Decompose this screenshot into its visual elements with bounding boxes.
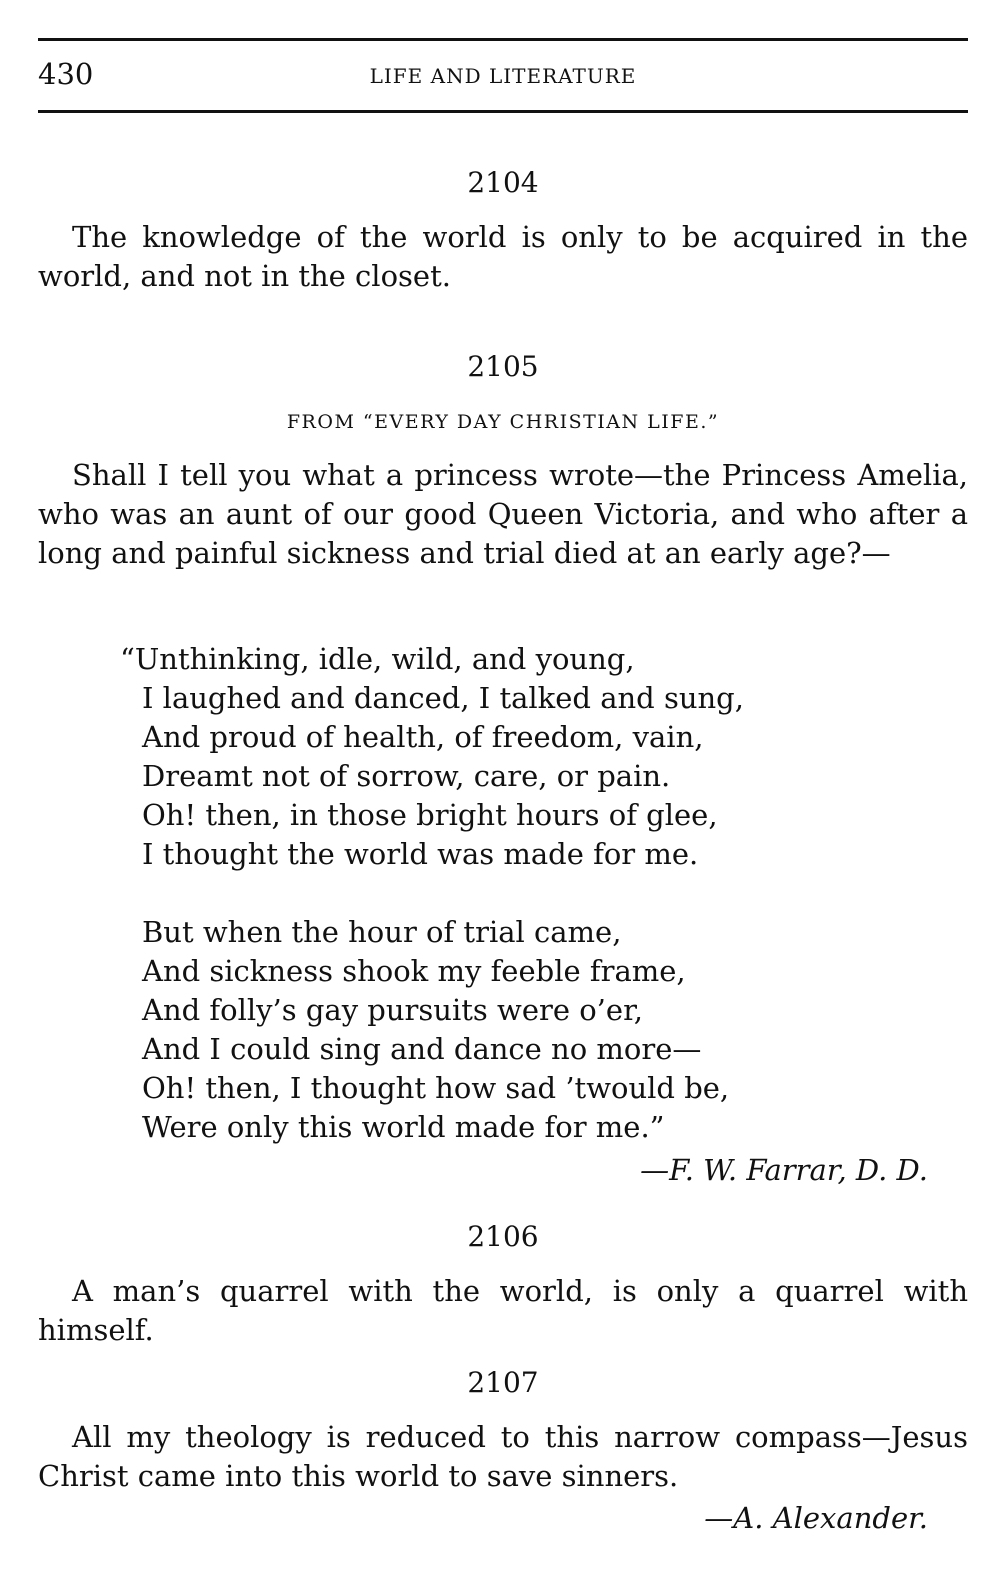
poem xyxy=(120,640,880,1147)
poem-line: And sickness shook my feeble frame, xyxy=(142,954,686,988)
entry-number-2104: 2104 xyxy=(467,166,539,199)
header-bottom-rule xyxy=(38,110,968,113)
poem-line: Oh! then, in those bright hours of glee, xyxy=(142,798,718,832)
attribution-farrar: —F. W. Farrar, D. D. xyxy=(640,1153,928,1187)
poem-line: And proud of health, of freedom, vain, xyxy=(142,720,704,754)
poem-line: But when the hour of trial came, xyxy=(142,915,622,949)
entry-text-2104: The knowledge of the world is only to be acquired in the world, and not in the closet. xyxy=(38,220,968,293)
poem-line: Dreamt not of sorrow, care, or pain. xyxy=(142,759,671,793)
poem-line: I thought the world was made for me. xyxy=(142,837,699,871)
header-top-rule xyxy=(38,38,968,41)
entry-number-2106: 2106 xyxy=(467,1220,539,1253)
book-page xyxy=(38,0,968,1570)
poem-line: And I could sing and dance no more— xyxy=(142,1032,702,1066)
entry-source-2105: FROM “EVERY DAY CHRISTIAN LIFE.” xyxy=(286,411,720,433)
entry-number-2105: 2105 xyxy=(467,350,539,383)
entry-text-2107: All my theology is reduced to this narrow compass—Jesus Christ came into this world to save sinners. xyxy=(38,1420,968,1493)
entry-text-2105: Shall I tell you what a princess wrote—the Princess Amelia, who was an aunt of our good Queen Victoria, and who after a long and painful sickness and trial died at an early age?— xyxy=(38,458,968,570)
running-title: LIFE AND LITERATURE xyxy=(369,64,637,88)
stanza-gap xyxy=(120,874,880,913)
entry-number-2107: 2107 xyxy=(467,1366,539,1399)
entry-text-2106: A man’s quarrel with the world, is only a quarrel with himself. xyxy=(38,1274,968,1347)
poem-line: “Unthinking, idle, wild, and young, xyxy=(120,642,635,676)
poem-line: Oh! then, I thought how sad ’twould be, xyxy=(142,1071,730,1105)
poem-line: Were only this world made for me.” xyxy=(142,1110,665,1144)
poem-line: And folly’s gay pursuits were o’er, xyxy=(142,993,643,1027)
page-number: 430 xyxy=(38,57,94,91)
attribution-alexander: —A. Alexander. xyxy=(704,1501,928,1535)
poem-line: I laughed and danced, I talked and sung, xyxy=(142,681,744,715)
